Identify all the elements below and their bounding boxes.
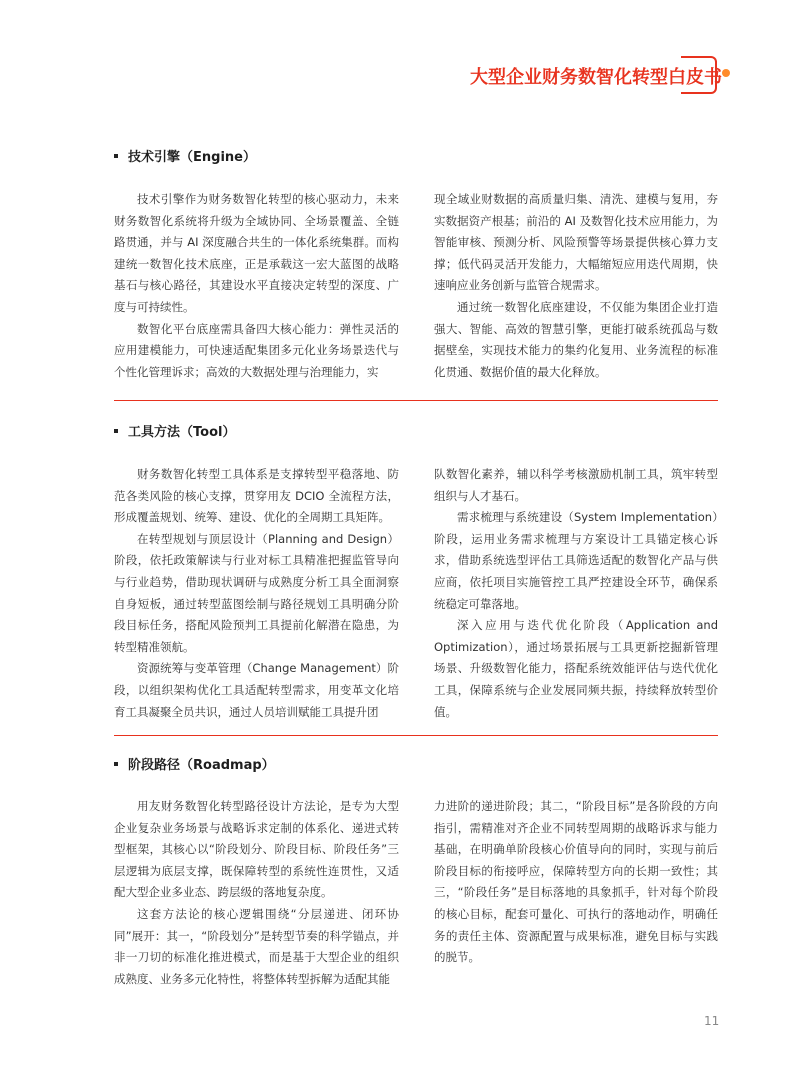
paragraph: 资源统筹与变革管理（Change Management）阶段，以组织架构优化工具适配转型需求，用变革文化培育工具凝聚全员共识，通过人员培训赋能工具提升团 [114, 661, 399, 719]
paragraph: 现全域业财数据的高质量归集、清洗、建模与复用，夯实数据资产根基；前沿的 AI 及数智化技术应用能力，为智能审核、预测分析、风险预警等场景提供核心算力支撑；低代码灵活开发能力，大幅缩短应用迭代周期，快速响应业务创新与监管合规需求。 [434, 192, 718, 293]
header-title: 大型企业财务数智化转型白皮书 [470, 67, 722, 88]
paragraph: 这套方法论的核心逻辑围绕“分层递进、闭环协同”展开：其一，“阶段划分”是转型节奏的科学锚点，并非一刀切的标准化推进模式，而是基于大型企业的组织成熟度、业务多元化特性，将整体转型拆解为适配其能 [114, 906, 399, 986]
section-engine-right-column [434, 189, 718, 383]
section-tool-right-column [434, 464, 718, 723]
section-title-tool: 工具方法（Tool） [114, 424, 235, 442]
page-number: 11 [704, 1014, 720, 1028]
header-bracket-decoration [681, 56, 717, 94]
section-title-roadmap: 阶段路径（Roadmap） [114, 757, 275, 775]
bullet-icon [114, 154, 118, 158]
paragraph: 通过统一数智化底座建设，不仅能为集团企业打造强大、智能、高效的智慧引擎，更能打破系统孤岛与数据壁垒，实现技术能力的集约化复用、业务流程的标准化贯通、数据价值的最大化释放。 [434, 299, 718, 379]
section-roadmap-left-column [114, 796, 399, 990]
paragraph: 深入应用与迭代优化阶段（Application and Optimization），通过场景拓展与工具更新挖掘新管理场景、升级数智化能力，搭配系统效能评估与迭代优化工具，保障系统与企业发展同频共振，持续释放转型价值。 [434, 618, 718, 719]
paragraph: 在转型规划与顶层设计（Planning and Design）阶段，依托政策解读与行业对标工具精准把握监管导向与行业趋势，借助现状调研与成熟度分析工具全面洞察自身短板，通过转型蓝图绘制与路径规划工具明确分阶段目标任务，搭配风险预判工具提前化解潜在隐患，为转型精准领航。 [114, 531, 399, 654]
bullet-icon [114, 429, 118, 433]
paragraph: 财务数智化转型工具体系是支撑转型平稳落地、防范各类风险的核心支撑，贯穿用友 DCIO 全流程方法，形成覆盖规划、统筹、建设、优化的全周期工具矩阵。 [114, 467, 399, 525]
paragraph: 数智化平台底座需具备四大核心能力：弹性灵活的应用建模能力，可快速适配集团多元化业务场景迭代与个性化管理诉求；高效的大数据处理与治理能力，实 [114, 321, 399, 379]
paragraph: 队数智化素养，辅以科学考核激励机制工具，筑牢转型组织与人才基石。 [434, 467, 718, 503]
paragraph: 需求梳理与系统建设（System Implementation）阶段，运用业务需求梳理与方案设计工具锚定核心诉求，借助系统选型评估工具筛选适配的数智化产品与供应商，依托项目实施管控工具严控建设全环节，确保系统稳定可靠落地。 [434, 510, 718, 611]
bullet-icon [114, 762, 118, 766]
section-tool-left-column [114, 464, 399, 723]
section-engine-left-column [114, 189, 399, 383]
section-roadmap-right-column [434, 796, 718, 969]
header-dot-icon [722, 69, 730, 77]
section-divider [114, 400, 718, 401]
section-divider [114, 735, 718, 736]
paragraph: 力进阶的递进阶段；其二，“阶段目标”是各阶段的方向指引，需精准对齐企业不同转型周期的战略诉求与能力基础，在明确单阶段核心价值导向的同时，实现与前后阶段目标的衔接呼应，保障转型方向的长期一致性；其三，“阶段任务”是目标落地的具象抓手，针对每个阶段的核心目标，配套可量化、可执行的落地动作，明确任务的责任主体、资源配置与成果标准，避免目标与实践的脱节。 [434, 799, 718, 965]
section-title-engine: 技术引擎（Engine） [114, 149, 256, 167]
paragraph: 技术引擎作为财务数智化转型的核心驱动力，未来财务数智化系统将升级为全域协同、全场景覆盖、全链路贯通，并与 AI 深度融合共生的一体化系统集群。而构建统一数智化技术底座，正是承载这一宏大蓝图的战略基石与核心路径，其建设水平直接决定转型的深度、广度与可持续性。 [114, 192, 399, 314]
paragraph: 用友财务数智化转型路径设计方法论，是专为大型企业复杂业务场景与战略诉求定制的体系化、递进式转型框架，其核心以“阶段划分、阶段目标、阶段任务”三层逻辑为底层支撑，既保障转型的系统性连贯性，又适配大型企业多业态、跨层级的落地复杂度。 [114, 799, 399, 900]
